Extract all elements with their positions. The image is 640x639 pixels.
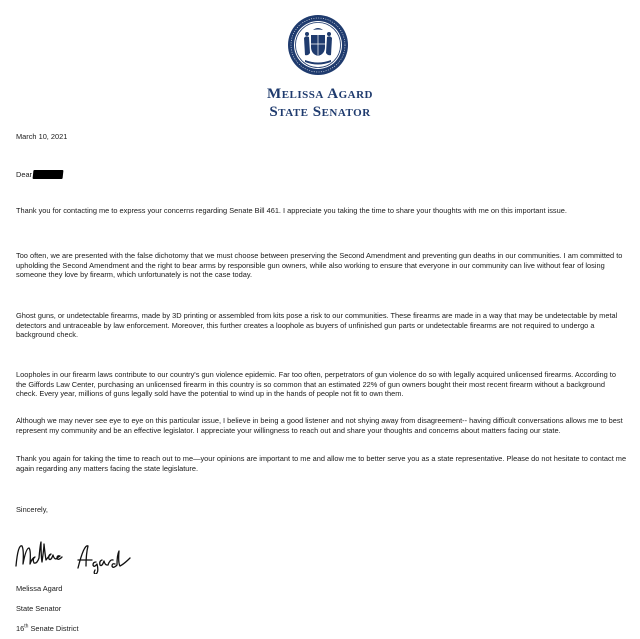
handwritten-signature — [12, 538, 142, 574]
signer-name: Melissa Agard — [16, 584, 63, 593]
salutation-word: Dear — [16, 170, 33, 179]
signer-district — [16, 624, 628, 634]
district-label: Senate District — [28, 624, 79, 633]
redacted-recipient-name — [33, 170, 64, 179]
closing: Sincerely, — [16, 505, 48, 514]
paragraph: Thank you again for taking the time to reach out to me—your opinions are important to me and allow me to better serve you as a state representative. Please do not hesitate to contact me again regarding any matters facing the state legislature. — [16, 454, 627, 473]
paragraph: Thank you for contacting me to express your concerns regarding Senate Bill 461. I appreciate you taking the time to share your thoughts with me on this important issue. — [16, 206, 567, 215]
paragraph: Loopholes in our firearm laws contribute to our country's gun violence epidemic. Far too often, perpetrators of gun violence do so with legally acquired unlicensed firearms. According to the Giffords Law Center, purchasing an unlicensed firearm in this country is so common that an estimated 22% of gun owners bought their most recent firearm without a background check. Every year, millions of guns legally sold have the potential to wind up in the hands of people not fit to own them. — [16, 370, 616, 399]
district-suffix: th — [24, 623, 29, 630]
district-number: 16 — [16, 624, 25, 633]
letterhead-title: State Senator — [269, 104, 371, 120]
salutation — [16, 170, 628, 180]
paragraph: Although we may never see eye to eye on this particular issue, I believe in being a good listener and not shying away from disagreement-- having difficult conversations allows me to best represent my community and be an effective legislator. I appreciate your willingness to reach out and share your thoughts and concerns about matters facing our state. — [16, 416, 623, 435]
state-seal-icon — [287, 14, 349, 76]
paragraph: Too often, we are presented with the false dichotomy that we must choose between preserving the Second Amendment and preventing gun deaths in our communities. I am committed to upholding the Second Amendment and the right to bear arms by responsible gun owners, while also working to ensure that everyone in our community can live without fear of losing someone they love by firearm, which unfortunately is not the case today. — [16, 251, 623, 280]
paragraph: Ghost guns, or undetectable firearms, made by 3D printing or assembled from kits pose a risk to our communities. These firearms are made in a way that may be undetectable by metal detectors and untraceable by law enforcement. Moreover, this further creates a loophole as buyers of unfinished gun parts or undetectable firearms are not required to undergo a background check. — [16, 311, 618, 340]
letter-date: March 10, 2021 — [16, 132, 68, 141]
signer-title: State Senator — [16, 604, 62, 613]
letterhead-name: Melissa Agard — [267, 86, 373, 102]
